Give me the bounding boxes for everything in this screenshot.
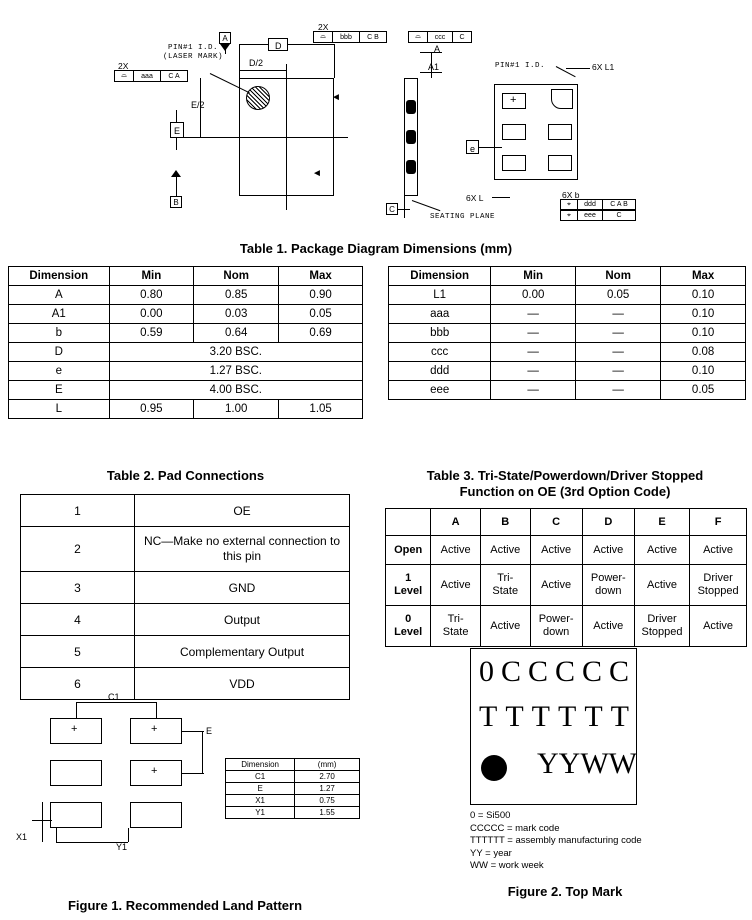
cell: — bbox=[491, 381, 576, 400]
cell: 0.03 bbox=[194, 305, 279, 324]
two-x-left-label: 2X bbox=[118, 61, 129, 71]
t1r-h1: Min bbox=[491, 267, 576, 286]
t1r-h3: Max bbox=[661, 267, 746, 286]
mark-char: 0 bbox=[479, 655, 494, 688]
cell: 0.05 bbox=[279, 305, 363, 324]
fcf-bbb-value: bbb bbox=[333, 32, 360, 42]
cell: 0.05 bbox=[576, 286, 661, 305]
pad-function: OE bbox=[135, 495, 350, 527]
cell: 3.20 BSC. bbox=[109, 343, 362, 362]
cell: C1 bbox=[226, 771, 295, 783]
table-row bbox=[9, 324, 363, 343]
dim-x1-label: X1 bbox=[16, 832, 28, 842]
land-pad-5-plus: + bbox=[151, 765, 158, 777]
mark-char: C bbox=[581, 655, 602, 688]
table-row bbox=[389, 324, 746, 343]
legend-line: TTTTTT = assembly manufacturing code bbox=[470, 835, 642, 846]
cell: 0.00 bbox=[109, 305, 194, 324]
fcf-ddd bbox=[560, 199, 636, 210]
table-row bbox=[389, 286, 746, 305]
dim-d2-line bbox=[239, 70, 286, 71]
dim-c1-line bbox=[76, 702, 156, 703]
dim-d2-label: D/2 bbox=[249, 58, 264, 68]
pad-function: Complementary Output bbox=[135, 636, 350, 668]
cell: 0.05 bbox=[661, 381, 746, 400]
cell: 0.85 bbox=[194, 286, 279, 305]
flatness-symbol-aaa: ⌓ bbox=[115, 71, 134, 81]
six-x-l-leader bbox=[492, 197, 510, 198]
table-row bbox=[386, 606, 747, 647]
bottom-pad-2 bbox=[502, 124, 526, 140]
fcf-bbb bbox=[313, 31, 387, 43]
table-row bbox=[21, 495, 350, 527]
row-label bbox=[386, 606, 431, 647]
table-row bbox=[9, 362, 363, 381]
cell: — bbox=[576, 381, 661, 400]
six-x-b-label: 6X b bbox=[562, 190, 580, 200]
row-label-line1: 0 bbox=[405, 613, 412, 625]
edge-arrow-right-top: ◄ bbox=[331, 92, 341, 103]
two-x-top-label: 2X bbox=[318, 22, 329, 32]
t3-h3: C bbox=[530, 509, 582, 536]
six-x-l1-leader bbox=[566, 68, 590, 69]
cell: 1.55 bbox=[295, 807, 360, 819]
bottom-pad-5 bbox=[548, 124, 572, 140]
table3-caption-line2: Function on OE (3rd Option Code) bbox=[459, 484, 671, 499]
bottom-pad-6 bbox=[548, 155, 572, 171]
cell: — bbox=[576, 305, 661, 324]
dim-a-label: A bbox=[434, 44, 441, 54]
mark-char: T bbox=[531, 700, 550, 733]
cell: 0.90 bbox=[279, 286, 363, 305]
dim-e-small-label: e bbox=[470, 144, 476, 154]
cell: bbb bbox=[389, 324, 491, 343]
pad-number: 1 bbox=[21, 495, 135, 527]
table-row bbox=[9, 305, 363, 324]
figure2-caption: Figure 2. Top Mark bbox=[507, 884, 623, 899]
table-row bbox=[389, 362, 746, 381]
land-pad-1-plus: + bbox=[71, 723, 78, 735]
table1-right bbox=[388, 266, 746, 400]
mark-char: W bbox=[580, 747, 609, 780]
cell: 1.27 bbox=[295, 783, 360, 795]
cell: Active bbox=[480, 536, 530, 565]
pad-function: NC—Make no external connection to this pin bbox=[135, 527, 350, 572]
cell: 0.10 bbox=[661, 324, 746, 343]
land-pattern-table bbox=[225, 758, 360, 819]
six-x-l1-label: 6X L1 bbox=[592, 62, 615, 72]
dim-a1-line bbox=[420, 72, 442, 73]
t3-h4: D bbox=[582, 509, 634, 536]
dim-y1-label: Y1 bbox=[116, 842, 128, 852]
dim-d-label: D bbox=[275, 41, 282, 51]
t1l-h3: Max bbox=[279, 267, 363, 286]
table-row bbox=[226, 795, 360, 807]
table3-header-row bbox=[386, 509, 747, 536]
dim-e-land-label: E bbox=[206, 726, 213, 736]
cell: Power-down bbox=[582, 565, 634, 606]
cell: D bbox=[9, 343, 110, 362]
cell: — bbox=[491, 343, 576, 362]
land-pad-4 bbox=[130, 802, 182, 828]
t3-h6: F bbox=[690, 509, 747, 536]
datum-b-box: B bbox=[170, 196, 182, 208]
cell: 1.27 BSC. bbox=[109, 362, 362, 381]
dim-e2-label: E/2 bbox=[191, 100, 205, 110]
legend-line: CCCCC = mark code bbox=[470, 822, 560, 834]
datum-a-arrow bbox=[220, 44, 230, 51]
side-lead-1 bbox=[406, 100, 416, 114]
cell: 0.64 bbox=[194, 324, 279, 343]
t1l-h2: Nom bbox=[194, 267, 279, 286]
cell: e bbox=[9, 362, 110, 381]
cell: Active bbox=[582, 606, 634, 647]
cell: Active bbox=[480, 606, 530, 647]
table1-left bbox=[8, 266, 363, 419]
fcf-bbb-datums: C B bbox=[367, 33, 379, 41]
table3-caption-line1: Table 3. Tri-State/Powerdown/Driver Stopped bbox=[426, 468, 704, 483]
mark-char: C bbox=[527, 655, 548, 688]
table-row bbox=[9, 381, 363, 400]
cell: 0.00 bbox=[491, 286, 576, 305]
cell: E bbox=[9, 381, 110, 400]
table2-caption: Table 2. Pad Connections bbox=[106, 468, 265, 483]
table-row bbox=[226, 771, 360, 783]
cell: Power-down bbox=[530, 606, 582, 647]
mark-char: T bbox=[505, 700, 524, 733]
cell: 0.08 bbox=[661, 343, 746, 362]
cell: — bbox=[576, 362, 661, 381]
legend-line: YY = year bbox=[470, 847, 512, 859]
cell: L1 bbox=[389, 286, 491, 305]
t1r-h2: Nom bbox=[576, 267, 661, 286]
top-mark-legend bbox=[470, 810, 720, 873]
top-mark-line2 bbox=[479, 702, 629, 732]
dim-e-small-leader bbox=[479, 147, 502, 148]
datum-c-box: C bbox=[386, 203, 398, 215]
table-row bbox=[386, 536, 747, 565]
datum-a-box: A bbox=[219, 32, 231, 44]
cell: Active bbox=[634, 536, 689, 565]
pad-number: 5 bbox=[21, 636, 135, 668]
t3-h2: B bbox=[480, 509, 530, 536]
cell: — bbox=[491, 324, 576, 343]
table-row bbox=[389, 381, 746, 400]
fcf-ddd-datums: C A B bbox=[610, 201, 628, 208]
fcf-ccc-value: ccc bbox=[428, 32, 453, 42]
legend-line: WW = work week bbox=[470, 860, 544, 871]
seating-plane-label: SEATING PLANE bbox=[430, 213, 496, 221]
table-row bbox=[21, 527, 350, 572]
cell: Driver Stopped bbox=[690, 565, 747, 606]
side-lead-2 bbox=[406, 130, 416, 144]
pad-number: 4 bbox=[21, 604, 135, 636]
row-label: Open bbox=[386, 536, 431, 565]
pad-function: GND bbox=[135, 572, 350, 604]
cell: Active bbox=[634, 565, 689, 606]
t1l-h0: Dimension bbox=[9, 267, 110, 286]
fcf-ddd-value: ddd bbox=[578, 200, 603, 209]
table-row bbox=[9, 400, 363, 419]
table-row bbox=[21, 636, 350, 668]
table-row bbox=[386, 565, 747, 606]
dim-e-leader bbox=[176, 137, 239, 138]
mark-char: Y bbox=[558, 747, 581, 780]
bottom-pad-1-plus: + bbox=[510, 94, 517, 106]
row-label-line2: Level bbox=[394, 626, 423, 638]
table1-right-header-row bbox=[389, 267, 746, 286]
pin1-dot-icon bbox=[481, 755, 507, 781]
dim-a1-label: A1 bbox=[428, 62, 440, 72]
table-row bbox=[389, 343, 746, 362]
t1l-h1: Min bbox=[109, 267, 194, 286]
mark-char: T bbox=[610, 700, 629, 733]
table-row bbox=[21, 572, 350, 604]
row-label-line1: 1 bbox=[405, 572, 412, 584]
cell: Active bbox=[431, 536, 481, 565]
cell: — bbox=[576, 324, 661, 343]
dim-d-ext-left bbox=[239, 44, 240, 78]
seating-plane-leader bbox=[412, 200, 441, 211]
cell: Active bbox=[530, 565, 582, 606]
datum-b-stem bbox=[176, 176, 177, 196]
laser-mark-label: (LASER MARK) bbox=[163, 53, 224, 61]
datum-b-arrow bbox=[171, 170, 181, 177]
cell: X1 bbox=[226, 795, 295, 807]
six-x-l-label: 6X L bbox=[466, 193, 484, 203]
centerline-vertical bbox=[286, 64, 287, 210]
row-label bbox=[386, 565, 431, 606]
cell: 1.05 bbox=[279, 400, 363, 419]
cell: Active bbox=[530, 536, 582, 565]
legend-line: 0 = Si500 bbox=[470, 810, 511, 821]
cell: — bbox=[491, 305, 576, 324]
table1-caption: Table 1. Package Diagram Dimensions (mm) bbox=[239, 241, 513, 256]
cell: 0.10 bbox=[661, 362, 746, 381]
table-row bbox=[9, 286, 363, 305]
cell: 0.10 bbox=[661, 305, 746, 324]
mark-char: C bbox=[500, 655, 521, 688]
t3-h0 bbox=[386, 509, 431, 536]
lt-h0: Dimension bbox=[226, 759, 295, 771]
pad-number: 2 bbox=[21, 527, 135, 572]
table-row bbox=[389, 305, 746, 324]
flatness-symbol-bbb: ⌓ bbox=[314, 32, 333, 42]
figure1-caption: Figure 1. Recommended Land Pattern bbox=[67, 898, 303, 913]
cell: 0.75 bbox=[295, 795, 360, 807]
cell: 1.00 bbox=[194, 400, 279, 419]
cell: Y1 bbox=[226, 807, 295, 819]
cell: E bbox=[226, 783, 295, 795]
land-pad-2 bbox=[50, 760, 102, 786]
cell: aaa bbox=[389, 305, 491, 324]
cell: L bbox=[9, 400, 110, 419]
cell: 0.10 bbox=[661, 286, 746, 305]
pin1-chamfer-pad bbox=[551, 89, 573, 109]
t3-h1: A bbox=[431, 509, 481, 536]
cell: 0.95 bbox=[109, 400, 194, 419]
t3-h5: E bbox=[634, 509, 689, 536]
cell: Tri-State bbox=[431, 606, 481, 647]
land-table-header-row bbox=[226, 759, 360, 771]
fcf-aaa-value: aaa bbox=[134, 71, 161, 81]
fcf-ccc bbox=[408, 31, 472, 43]
dim-e-land-line bbox=[202, 731, 203, 773]
cell: — bbox=[491, 362, 576, 381]
cell: ddd bbox=[389, 362, 491, 381]
cell: 0.69 bbox=[279, 324, 363, 343]
land-pad-6-plus: + bbox=[151, 723, 158, 735]
table-row bbox=[21, 604, 350, 636]
pin1-id-right-label: PIN#1 I.D. bbox=[495, 62, 546, 70]
cell: Tri-State bbox=[480, 565, 530, 606]
cell: 0.80 bbox=[109, 286, 194, 305]
datum-c-leader bbox=[398, 209, 410, 210]
mark-char: T bbox=[557, 700, 577, 733]
dim-e-land-ext-top bbox=[182, 731, 204, 732]
pad-function: VDD bbox=[135, 668, 350, 700]
position-symbol-ddd: ⌖ bbox=[561, 200, 578, 209]
cell: A bbox=[9, 286, 110, 305]
cell: ccc bbox=[389, 343, 491, 362]
mark-char: C bbox=[554, 655, 575, 688]
flatness-symbol-ccc: ⌓ bbox=[409, 32, 428, 42]
table3-tristate-function bbox=[385, 508, 747, 647]
dim-y1-ext-l bbox=[56, 828, 57, 842]
fcf-eee-value: eee bbox=[578, 211, 603, 220]
dim-y1-ext-r bbox=[128, 828, 129, 842]
cell: eee bbox=[389, 381, 491, 400]
top-mark-line3 bbox=[537, 747, 637, 780]
side-lead-3 bbox=[406, 160, 416, 174]
pin1-id-label: PIN#1 I.D. bbox=[168, 44, 219, 52]
table-row bbox=[226, 807, 360, 819]
top-mark-line1 bbox=[479, 657, 629, 687]
top-mark-box bbox=[470, 648, 637, 805]
cell: Active bbox=[690, 606, 747, 647]
table2-pad-connections bbox=[20, 494, 350, 700]
land-pad-3 bbox=[50, 802, 102, 828]
table1-left-header-row bbox=[9, 267, 363, 286]
dim-x1-ext bbox=[42, 802, 43, 842]
mark-char: Y bbox=[537, 747, 559, 780]
dim-e-land-ext-bot bbox=[182, 773, 204, 774]
land-pattern-figure bbox=[10, 690, 370, 860]
row-label-line2: Level bbox=[394, 585, 423, 597]
pad-number: 6 bbox=[21, 668, 135, 700]
dim-e-label: E bbox=[174, 126, 181, 136]
bottom-pad-3 bbox=[502, 155, 526, 171]
seating-plane-ext bbox=[404, 78, 405, 218]
dim-d-ext-right bbox=[334, 44, 335, 78]
edge-arrow-bottom: ◄ bbox=[312, 168, 322, 179]
pin1-id-circle bbox=[246, 86, 270, 110]
cell: 2.70 bbox=[295, 771, 360, 783]
t1r-h0: Dimension bbox=[389, 267, 491, 286]
dim-c1-ext-right bbox=[156, 702, 157, 718]
package-diagram bbox=[0, 0, 752, 232]
cell: Active bbox=[582, 536, 634, 565]
cell: — bbox=[576, 343, 661, 362]
cell: 4.00 BSC. bbox=[109, 381, 362, 400]
fcf-eee bbox=[560, 210, 636, 221]
fcf-aaa-datums: C A bbox=[168, 72, 180, 80]
cell: Driver Stopped bbox=[634, 606, 689, 647]
pad-number: 3 bbox=[21, 572, 135, 604]
fcf-ccc-datums: C bbox=[459, 33, 465, 41]
fcf-aaa bbox=[114, 70, 188, 82]
lt-h1: (mm) bbox=[295, 759, 360, 771]
pad-function: Output bbox=[135, 604, 350, 636]
dim-c1-ext-left bbox=[76, 702, 77, 718]
cell: 0.59 bbox=[109, 324, 194, 343]
cell: b bbox=[9, 324, 110, 343]
cell: Active bbox=[690, 536, 747, 565]
cell: A1 bbox=[9, 305, 110, 324]
fcf-eee-datums: C bbox=[616, 212, 622, 219]
mark-char: W bbox=[608, 747, 637, 780]
dim-c1-label: C1 bbox=[108, 692, 120, 702]
mark-char: T bbox=[584, 700, 603, 733]
position-symbol-eee: ⌖ bbox=[561, 211, 578, 220]
cell: Active bbox=[431, 565, 481, 606]
table-row bbox=[226, 783, 360, 795]
mark-char: T bbox=[479, 700, 498, 733]
mark-char: C bbox=[608, 655, 629, 688]
table-row bbox=[9, 343, 363, 362]
